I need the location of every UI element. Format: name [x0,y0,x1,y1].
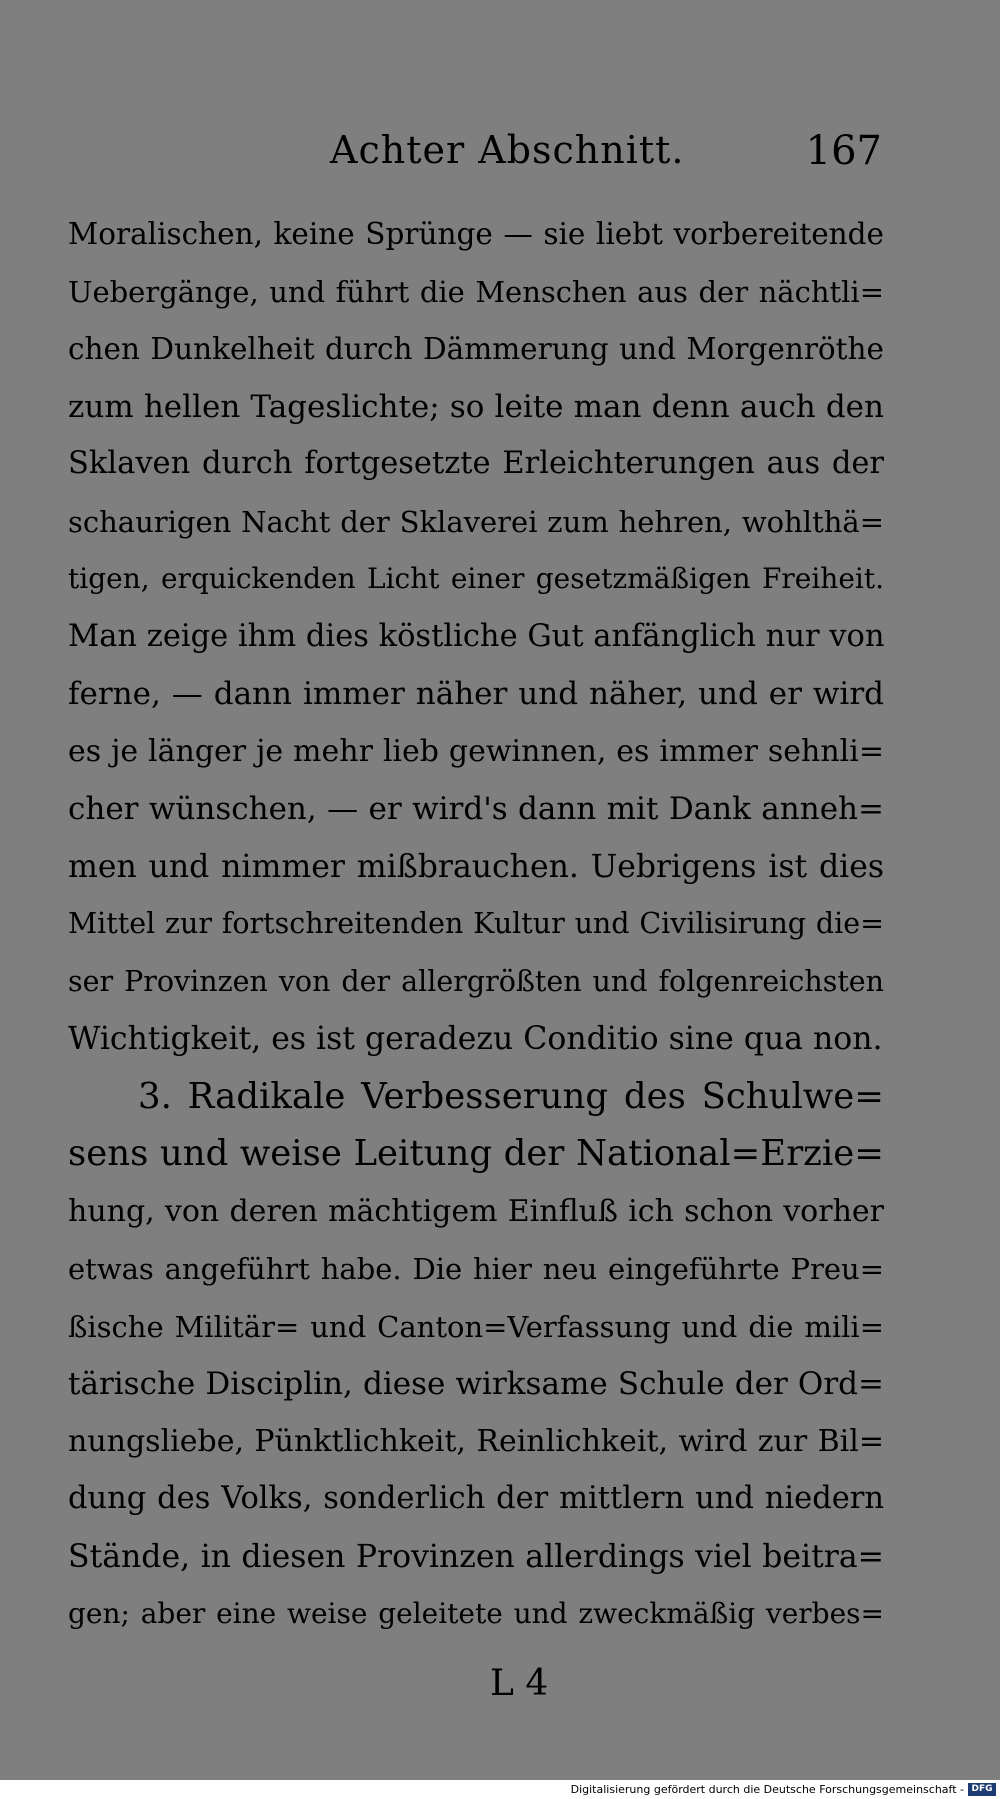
text-line: 3. Radikale Verbesserung des Schulwe= [138,1076,884,1117]
text-line: hung, von deren mächtigem Einfluß ich schon vorher [68,1194,884,1229]
text-line: ßische Militär= und Canton=Verfassung und die mili= [68,1310,884,1344]
text-line: etwas angeführt habe. Die hier neu eingeführte Preu= [68,1252,884,1286]
running-title: Achter Abschnitt. [330,128,685,172]
text-line: cher wünschen, — er wird's dann mit Dank anneh= [68,791,884,827]
text-line: Man zeige ihm dies köstliche Gut anfänglich nur von [68,619,885,654]
text-line: ferne, — dann immer näher und näher, und er wird [68,676,884,712]
digitization-footer [0,1780,1000,1799]
text-line: dung des Volks, sonderlich der mittlern und niedern [68,1481,884,1516]
text-line: tigen, erquickenden Licht einer gesetzmäßigen Freiheit. [68,562,884,595]
text-line: men und nimmer mißbrauchen. Uebrigens ist dies [68,849,884,885]
text-line: ser Provinzen von der allergrößten und folgenreichsten [68,965,884,998]
text-line: Mittel zur fortschreitenden Kultur und Civilisirung die= [68,907,884,940]
text-line: Stände, in diesen Provinzen allerdings viel beitra= [68,1539,884,1575]
text-line: sens und weise Leitung der National=Erzie= [68,1133,884,1174]
text-line: Sklaven durch fortgesetzte Erleichterungen aus der [68,446,884,481]
text-line: es je länger je mehr lieb gewinnen, es immer sehnli= [68,734,884,769]
page-number: 167 [805,128,882,174]
text-line: zum hellen Tageslichte; so leite man denn auch den [68,389,884,425]
dfg-logo: DFG [968,1783,996,1796]
text-line: Uebergänge, und führt die Menschen aus der nächtli= [68,275,884,309]
text-line: nungsliebe, Pünktlichkeit, Reinlichkeit, wird zur Bil= [68,1424,884,1459]
text-line: chen Dunkelheit durch Dämmerung und Morgenröthe [68,332,884,366]
text-line: gen; aber eine weise geleitete und zweckmäßig verbes= [68,1597,884,1630]
text-line: schaurigen Nacht der Sklaverei zum hehren, wohlthä= [68,505,884,539]
signature-mark: L 4 [490,1663,549,1704]
footer-credit: Digitalisierung gefördert durch die Deutsche Forschungsgemeinschaft - [570,1783,964,1796]
text-line: tärische Disciplin, diese wirksame Schule der Ord= [68,1366,884,1402]
text-line: Moralischen, keine Sprünge — sie liebt vorbereitende [68,217,884,251]
text-line: Wichtigkeit, es ist geradezu Conditio sine qua non. [68,1021,883,1057]
